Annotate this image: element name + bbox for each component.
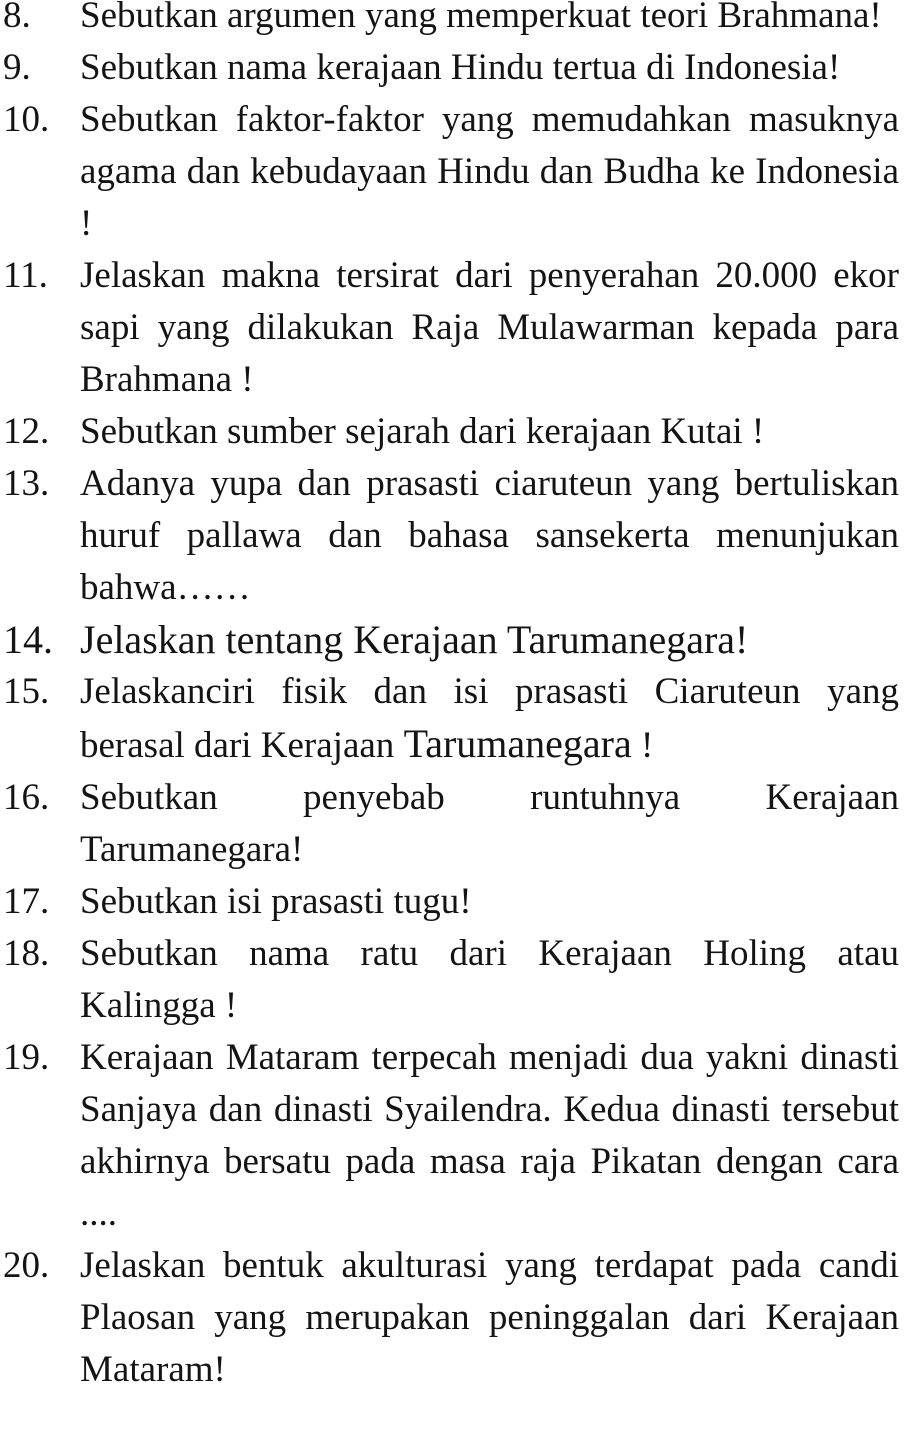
question-text: Sebutkan isi prasasti tugu! xyxy=(80,881,472,922)
question-number: 15. xyxy=(3,671,50,712)
list-item xyxy=(0,0,916,42)
question-number: 14. xyxy=(3,617,53,662)
list-item xyxy=(0,1240,916,1396)
question-text-part: Jelaskanciri fisik dan isi prasasti Ciaruteun yang berasal dari Kerajaan xyxy=(80,671,899,766)
question-number: 20. xyxy=(3,1245,50,1286)
list-item xyxy=(0,666,916,772)
list-item xyxy=(0,1032,916,1240)
list-item xyxy=(0,42,916,94)
list-item xyxy=(0,928,916,1032)
question-text: Sebutkan faktor-faktor yang memudahkan masuknya agama dan kebudayaan Hindu dan Budha ke Indonesia ! xyxy=(80,99,899,244)
list-item xyxy=(0,614,916,666)
question-text: Sebutkan sumber sejarah dari kerajaan Kutai ! xyxy=(80,411,765,452)
list-item xyxy=(0,250,916,406)
question-number: 17. xyxy=(3,881,50,922)
question-number: 18. xyxy=(3,933,50,974)
question-text: Sebutkan argumen yang memperkuat teori Brahmana! xyxy=(80,0,882,36)
question-number: 19. xyxy=(3,1037,50,1078)
question-text xyxy=(80,671,899,766)
list-item xyxy=(0,876,916,928)
question-text: Jelaskan tentang Kerajaan Tarumanegara! xyxy=(80,617,749,662)
list-item xyxy=(0,94,916,250)
question-text: Sebutkan penyebab runtuhnya Kerajaan Tarumanegara! xyxy=(80,777,899,870)
question-text: Adanya yupa dan prasasti ciaruteun yang bertuliskan huruf pallawa dan bahasa sansekerta menunjukan bahwa…… xyxy=(80,463,899,608)
question-number: 9. xyxy=(3,47,31,88)
list-item xyxy=(0,772,916,876)
question-text: Sebutkan nama ratu dari Kerajaan Holing atau Kalingga ! xyxy=(80,933,899,1026)
list-item xyxy=(0,406,916,458)
question-number: 11. xyxy=(3,255,48,296)
question-number: 13. xyxy=(3,463,50,504)
list-item xyxy=(0,458,916,614)
question-text: Jelaskan bentuk akulturasi yang terdapat pada candi Plaosan yang merupakan peninggalan dari Kerajaan Mataram! xyxy=(80,1245,899,1390)
question-text-part: Tarumanegara xyxy=(403,721,632,766)
question-number: 10. xyxy=(3,99,50,140)
question-text-part: ! xyxy=(631,725,654,766)
question-number: 12. xyxy=(3,411,50,452)
question-number: 8. xyxy=(3,0,31,36)
question-number: 16. xyxy=(3,777,50,818)
question-text: Sebutkan nama kerajaan Hindu tertua di Indonesia! xyxy=(80,47,841,88)
question-text: Jelaskan makna tersirat dari penyerahan 20.000 ekor sapi yang dilakukan Raja Mulawarman kepada para Brahmana ! xyxy=(80,255,899,400)
question-text: Kerajaan Mataram terpecah menjadi dua yakni dinasti Sanjaya dan dinasti Syailendra. Kedua dinasti tersebut akhirnya bersatu pada masa raja Pikatan dengan cara .... xyxy=(80,1037,899,1234)
